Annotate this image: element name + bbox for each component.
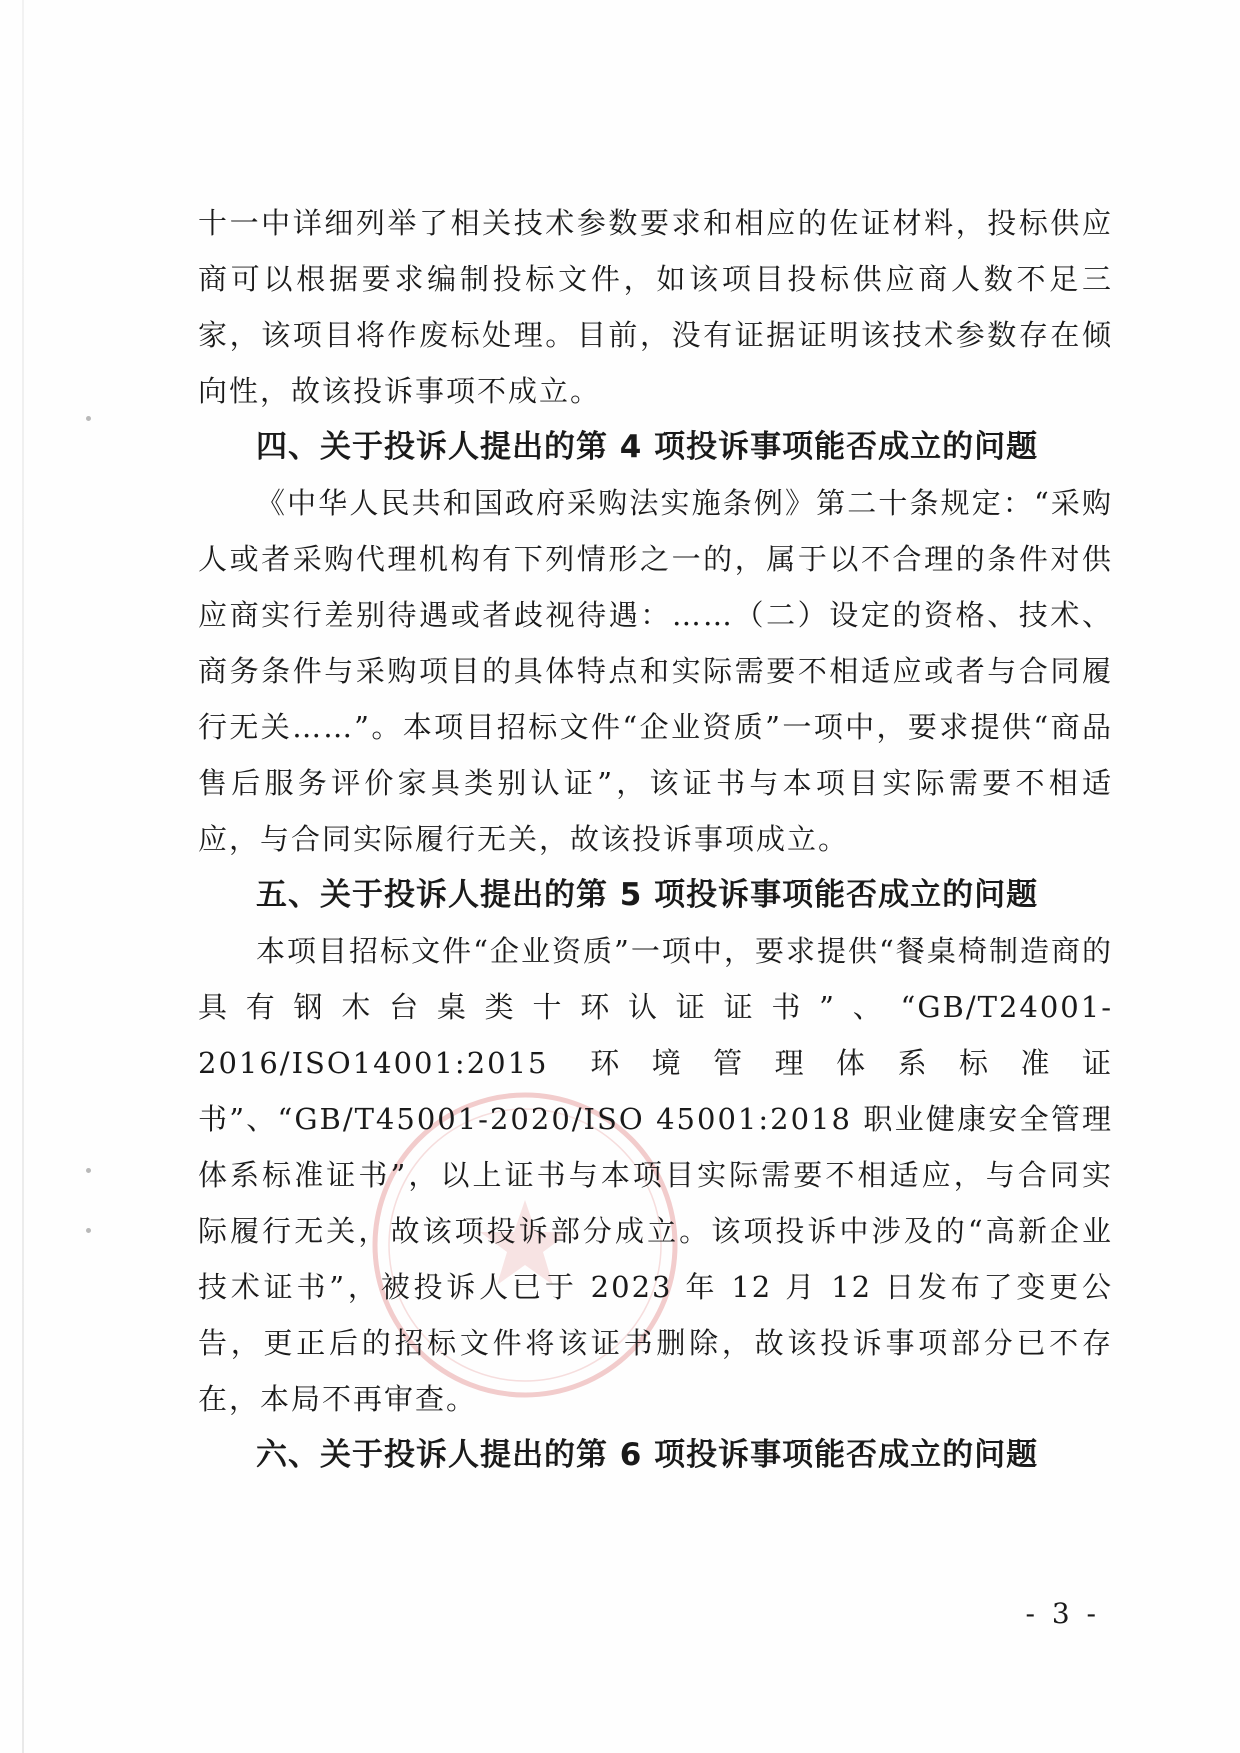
page-number: - 3 - — [1025, 1597, 1100, 1630]
scan-speck — [86, 1168, 91, 1173]
scan-speck — [86, 416, 91, 421]
section-heading-5: 五、关于投诉人提出的第 5 项投诉事项能否成立的问题 — [256, 877, 1039, 913]
scan-speck — [86, 1228, 91, 1233]
section-heading-6: 六、关于投诉人提出的第 6 项投诉事项能否成立的问题 — [256, 1437, 1039, 1473]
paragraph-section-4: 《中华人民共和国政府采购法实施条例》第二十条规定：“采购人或者采购代理机构有下列情形之一的，属于以不合理的条件对供应商实行差别待遇或者歧视待遇：……（二）设定的资格、技术、商务条件与采购项目的具体特点和实际需要不相适应或者与合同履行无关……”。本项目招标文件“企业资质”一项中，要求提供“商品售后服务评价家具类别认证”，该证书与本项目实际需要不相适应，与合同实际履行无关，故该投诉事项成立。 — [198, 486, 1113, 856]
document-body — [198, 195, 1113, 1483]
paragraph-continued: 十一中详细列举了相关技术参数要求和相应的佐证材料，投标供应商可以根据要求编制投标文件，如该项目投标供应商人数不足三家，该项目将作废标处理。目前，没有证据证明该技术参数存在倾向性，故该投诉事项不成立。 — [198, 206, 1113, 408]
section-heading-4: 四、关于投诉人提出的第 4 项投诉事项能否成立的问题 — [256, 429, 1039, 465]
scan-page-edge — [22, 0, 24, 1753]
paragraph-section-5: 本项目招标文件“企业资质”一项中，要求提供“餐桌椅制造商的具有钢木台桌类十环认证证书”、“GB/T24001-2016/ISO14001:2015 环境管理体系标准证书”、“GB/T45001-2020/ISO 45001:2018 职业健康安全管理体系标准证书”，以上证书与本项目实际需要不相适应，与合同实际履行无关，故该项投诉部分成立。该项投诉中涉及的“高新企业技术证书”，被投诉人已于 2023 年 12 月 12 日发布了变更公告，更正后的招标文件将该证书删除，故该投诉事项部分已不存在，本局不再审查。 — [198, 934, 1113, 1416]
